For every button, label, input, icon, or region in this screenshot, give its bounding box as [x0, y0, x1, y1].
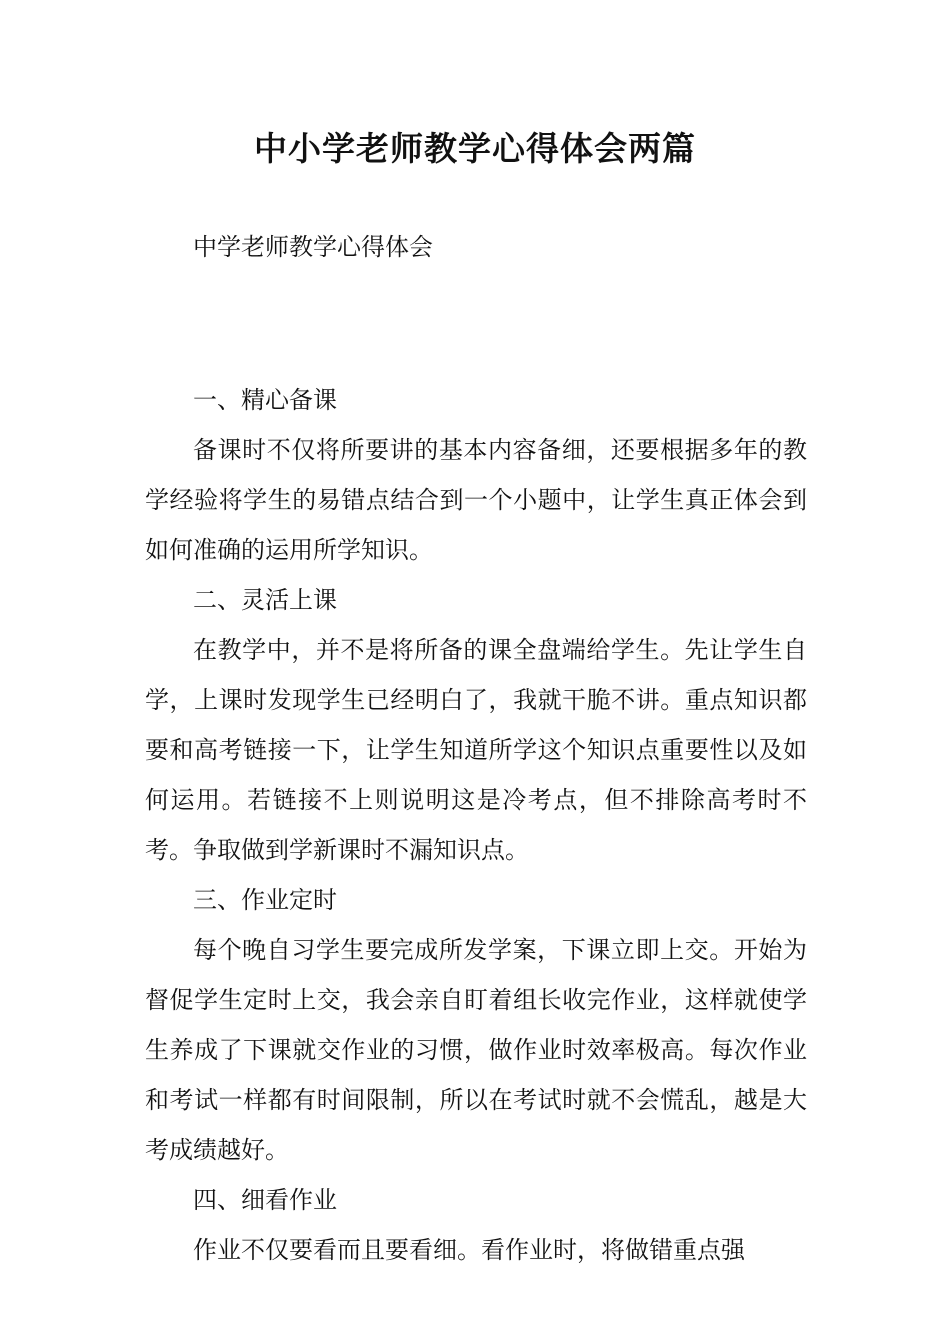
section-paragraph-1: 备课时不仅将所要讲的基本内容备细，还要根据多年的教学经验将学生的易错点结合到一个小题中，让学生真正体会到如何准确的运用所学知识。 [145, 436, 807, 564]
section-heading-2: 二、灵活上课 [193, 586, 337, 614]
section-heading-1: 一、精心备课 [193, 386, 337, 414]
section-paragraph-2: 在教学中，并不是将所备的课全盘端给学生。先让学生自学，上课时发现学生已经明白了，我就干脆不讲。重点知识都要和高考链接一下，让学生知道所学这个知识点重要性以及如何运用。若链接不上则说明这是冷考点，但不排除高考时不考。争取做到学新课时不漏知识点。 [145, 636, 807, 864]
spacer [145, 322, 807, 375]
document-subtitle: 中学老师教学心得体会 [193, 233, 433, 261]
document-title: 中小学老师教学心得体会两篇 [254, 129, 696, 168]
section-paragraph-4: 作业不仅要看而且要看细。看作业时，将做错重点强 [193, 1236, 745, 1264]
document-body [145, 222, 807, 1275]
section-heading-4: 四、细看作业 [193, 1186, 337, 1214]
section-paragraph-3: 每个晚自习学生要完成所发学案，下课立即上交。开始为督促学生定时上交，我会亲自盯着组长收完作业，这样就使学生养成了下课就交作业的习惯，做作业时效率极高。每次作业和考试一样都有时间限制，所以在考试时就不会慌乱，越是大考成绩越好。 [145, 936, 807, 1164]
section-heading-3: 三、作业定时 [193, 886, 337, 914]
